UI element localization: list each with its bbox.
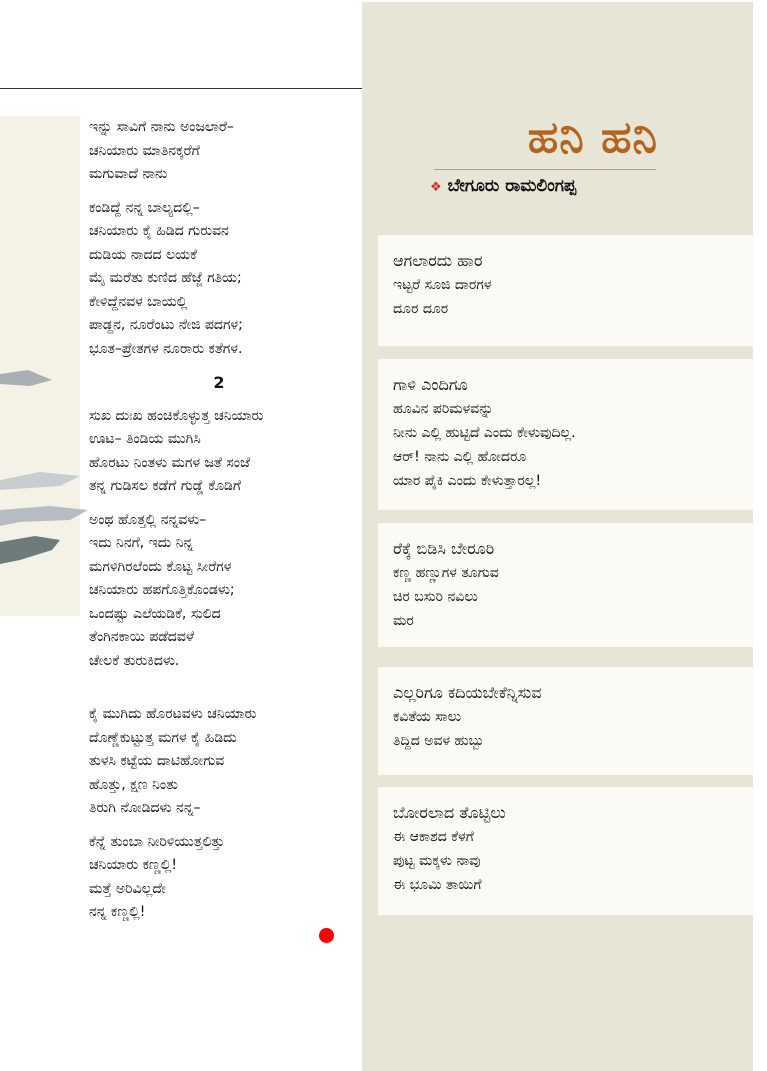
poem-stanza <box>89 116 349 187</box>
poem-line: ಪುಟ್ಟ ಮಕ್ಕಳು ನಾವು <box>393 853 481 869</box>
poem-line: ಹೊತ್ತು, ಕ್ಷಣ ನಿಂತು <box>89 776 178 793</box>
stanza-gap <box>89 683 349 703</box>
poem-stanza <box>89 831 349 925</box>
poem-line: ಭೂತ–ಪ್ರೇತಗಳ ನೂರಾರು ಕತೆಗಳ. <box>89 340 243 357</box>
poem-line: ಈ ಆಕಾಶದ ಕೆಳಗೆ <box>393 829 474 845</box>
poem-stanza <box>89 703 349 821</box>
poem-line: ದೂರ ದೂರ <box>393 301 449 317</box>
left-poem <box>89 116 349 935</box>
poem-line: ದೊಣ್ಣೆಕುಟ್ಟುತ್ತ ಮಗಳ ಕೈ ಹಿಡಿದು <box>89 729 237 746</box>
poem-line: ಆರ್! ನಾನು ಎಲ್ಲಿ ಹೋದರೂ <box>393 449 527 465</box>
red-dot-marker <box>319 928 334 943</box>
poem-line: ಊಟ– ತಿಂಡಿಯ ಮುಗಿಸಿ <box>89 431 201 447</box>
poem-line: ಹೂವಿನ ಪರಿಮಳವನ್ನು <box>393 401 494 417</box>
poem-line: ಎಲ್ಲರಿಗೂ ಕದಿಯಬೇಕೆನ್ನಿಸುವ <box>393 683 542 702</box>
poem-line: ಇನ್ನು ಸಾವಿಗೆ ನಾನು ಅಂಜಲಾರೆ– <box>89 119 234 135</box>
poem-line: ಇದು ನಿನಗೆ, ಇದು ನಿನ್ನ <box>89 535 194 551</box>
poem-stanza <box>89 197 349 362</box>
poem-line: ನನ್ನ ಕಣ್ಣಲ್ಲಿ! <box>89 904 146 920</box>
poem-line: ರೆಕ್ಕೆ ಬಿಡಿಸಿ ಬೇರೂರಿ <box>393 539 495 558</box>
poem-line: ಕೆನ್ನೆ ತುಂಬಾ ನೀರಿಳಿಯುತ್ತಲಿತ್ತು <box>89 833 225 850</box>
page-title: ಹನಿ ಹನಿ <box>527 112 658 163</box>
poem-line: ಚನಿಯಾರು ಮಾತಿನಕ್ಕರೆಗೆ <box>89 142 200 159</box>
poem-line: ಸುಖ ದುಃಖ ಹಂಚಿಕೊಳ್ಳುತ್ತ ಚನಿಯಾರು <box>89 407 264 424</box>
poem-line: ಕವಿತೆಯ ಸಾಲು <box>393 709 462 725</box>
poem-line: ಮರ <box>393 613 414 629</box>
author-name: ಬೇಗೂರು ರಾಮಲಿಂಗಪ್ಪ <box>447 176 577 196</box>
title-rule <box>434 169 656 170</box>
poem-line: ತಿದ್ದಿದ ಅವಳ ಹುಬ್ಬು <box>393 733 485 749</box>
poem-line: ಹೊರಟು ನಿಂತಳು ಮಗಳ ಜತೆ ಸಂಜೆ <box>89 454 250 471</box>
poem-line: ಚನಿಯಾರು ಕೈ ಹಿಡಿದ ಗುರುವನ <box>89 223 229 239</box>
poem-line: ಮಗಳಿಗಿರಲೆಂದು ಕೊಟ್ಟ ಸೀರೆಗಳ <box>89 558 232 575</box>
poem-line: ದುಡಿಯ ನಾದದ ಲಯಕೆ <box>89 246 197 263</box>
poem-line: ಚೇಲಕೆ ತುರುಕಿದಳು. <box>89 652 180 669</box>
poem-line: ತನ್ನ ಗುಡಿಸಲ ಕಡೆಗೆ ಗುಡ್ಡೆ ಕೊಡಿಗೆ <box>89 478 241 494</box>
poem-line: ಚಿರ ಬಸುರಿ ನವಿಲು <box>393 589 478 605</box>
poem-line: ಯಾರ ಪೈಕಿ ಎಂದು ಕೇಳುತ್ತಾರಲ್ಲ! <box>393 473 542 489</box>
poem-box <box>378 667 753 775</box>
poem-line: ಚನಿಯಾರು ಹಪಗೊತ್ತಿಕೊಂಡಳು; <box>89 582 235 598</box>
poem-line: ಒಂದಷ್ಟು ಎಲೆಯಡಿಕೆ, ಸುಲಿದ <box>89 605 221 622</box>
poem-line: ತೆಂಗಿನಕಾಯಿ ಪಡೆದವಳೆ <box>89 629 194 645</box>
diamond-icon: ❖ <box>430 180 442 195</box>
poem-line: ಗಾಳಿ ಎಂದಿಗೂ <box>393 375 468 394</box>
poem-line: ಮತ್ತೆ ಅರಿವಿಲ್ಲದೇ <box>89 880 166 897</box>
author-line <box>430 176 576 196</box>
poem-line: ಕೈ ಮುಗಿದು ಹೊರಟವಳು ಚನಿಯಾರು <box>89 706 257 722</box>
poem-stanza <box>89 405 349 499</box>
poem-line: ಆಗಲಾರದು ಹಾರ <box>393 251 483 270</box>
section-number: 2 <box>213 373 225 392</box>
poem-line: ಮಗುವಾದೆ ನಾನು <box>89 166 168 182</box>
poem-line: ಈ ಭೂಮಿ ತಾಯಿಗೆ <box>393 877 482 893</box>
poem-box <box>378 523 753 647</box>
poem-line: ಅಂಥ ಹೊತ್ತಲ್ಲಿ ನನ್ನವಳು– <box>89 511 207 528</box>
poem-box <box>378 359 753 510</box>
poem-line: ಕಣ್ಣ ಹಣ್ಣುಗಳ ತೂಗುವ <box>393 565 499 581</box>
poem-line: ತಿರುಗಿ ನೋಡಿದಳು ನನ್ನ– <box>89 800 201 816</box>
poem-line: ಚನಿಯಾರು ಕಣ್ಣಲ್ಲಿ! <box>89 857 177 873</box>
poem-line: ಇಟ್ಟರೆ ಸೂಜಿ ದಾರಗಳ <box>393 277 492 293</box>
poem-line: ನೀನು ಎಲ್ಲಿ ಹುಟ್ಟಿದೆ ಎಂದು ಕೇಳುವುದಿಲ್ಲ. <box>393 425 576 441</box>
poem-box <box>378 235 753 346</box>
poem-stanza <box>89 509 349 674</box>
brushstroke-decoration <box>0 360 90 590</box>
poem-line: ಕೇಳಿದ್ದೆನವಳ ಬಾಯಲ್ಲಿ <box>89 293 188 310</box>
poem-line: ತುಳಸಿ ಕಟ್ಟೆಯ ದಾಟಿಹೋಗುವ <box>89 753 225 769</box>
poem-line: ಬೋರಲಾದ ತೊಟ್ಟಿಲು <box>393 803 506 822</box>
poem-box <box>378 787 753 915</box>
poem-line: ಕಂಡಿದ್ದೆ ನನ್ನ ಬಾಲ್ಯದಲ್ಲಿ– <box>89 199 200 216</box>
poem-line: ಮೈ ಮರೆತು ಕುಣಿದ ಹೆಜ್ಜೆ ಗತಿಯ; <box>89 270 242 286</box>
poem-line: ಪಾಡ್ದನ, ನೂರೆಂಟು ನೇಜಿ ಪದಗಳ; <box>89 317 243 333</box>
